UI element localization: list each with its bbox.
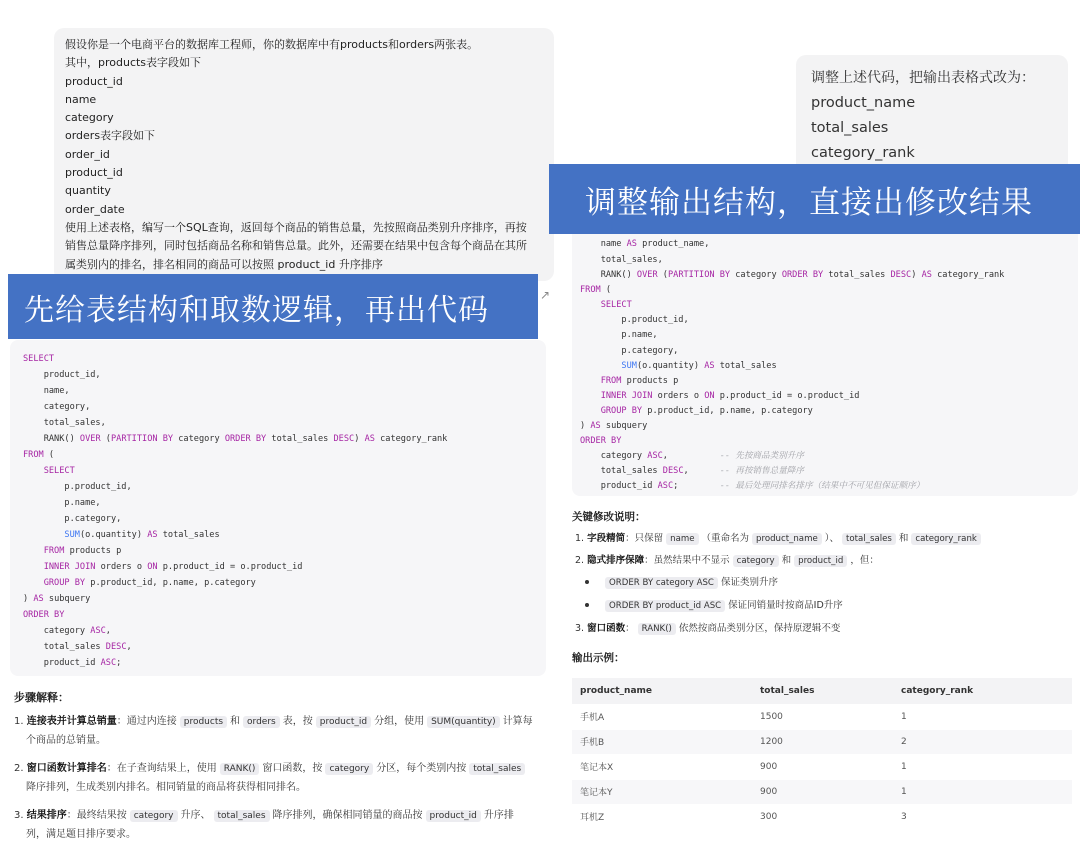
- code-token: total_sales,: [580, 255, 663, 265]
- inline-code: category: [130, 810, 178, 822]
- code-token: ON: [147, 562, 158, 572]
- inline-code: category: [733, 555, 779, 567]
- prompt-line: order_date: [65, 202, 125, 216]
- note-item: [575, 552, 879, 570]
- text-run: ：在子查询结果上，使用: [106, 763, 217, 774]
- code-line: [23, 511, 546, 527]
- code-token: (o.quantity): [79, 530, 148, 540]
- code-token: total_sales: [823, 270, 891, 281]
- code-token: [23, 530, 64, 540]
- code-line: [580, 283, 1078, 298]
- text-run: 窗口函数，按: [262, 763, 323, 774]
- prompt-line: total_sales: [811, 120, 889, 136]
- output-table: [572, 678, 1072, 829]
- step-line: [14, 731, 548, 750]
- text-run: 分区，每个类别内按: [376, 763, 467, 774]
- step-number: 2.: [14, 763, 27, 774]
- code-token: (: [657, 270, 668, 281]
- table-cell: 1200: [752, 729, 893, 754]
- step-line: [14, 825, 548, 844]
- inline-code: product_id: [316, 716, 371, 728]
- code-token: ORDER BY: [781, 270, 824, 281]
- inline-code: RANK(): [220, 763, 260, 775]
- code-line: [23, 463, 546, 479]
- code-token: [23, 546, 44, 556]
- code-token: (: [100, 434, 111, 444]
- code-token: category: [730, 270, 782, 281]
- prompt-line: product_id: [65, 74, 123, 88]
- text-run: 保证类别升序: [720, 577, 778, 588]
- code-line: [23, 399, 546, 415]
- code-token: p.category,: [580, 345, 679, 356]
- code-token: subquery: [600, 421, 648, 432]
- inline-code: total_sales: [842, 533, 896, 545]
- share-icon[interactable]: ↗: [540, 288, 551, 302]
- prompt-line: quantity: [65, 184, 111, 198]
- user-prompt-bubble-left: [54, 28, 554, 281]
- code-token: category_rank: [931, 270, 1005, 281]
- code-line: [580, 298, 1078, 313]
- code-token: INNER JOIN: [600, 390, 653, 401]
- code-token: total_sales: [266, 434, 334, 444]
- code-token: SELECT: [23, 354, 55, 364]
- code-token: [23, 466, 44, 476]
- code-line: [23, 655, 546, 671]
- text-run: 和: [781, 555, 792, 566]
- code-token: -- 最后处理同排名排序（结果中不可见但保证顺序）: [719, 481, 925, 492]
- bullet-dot: [585, 603, 589, 607]
- code-token: ASC: [657, 481, 674, 492]
- prompt-line: product_id: [65, 166, 123, 180]
- code-token: FROM: [600, 375, 622, 386]
- code-line: [23, 575, 546, 591]
- table-row: [572, 704, 1072, 729]
- code-token: p.name,: [23, 498, 101, 508]
- step-line: [14, 759, 548, 778]
- code-token: (o.quantity): [636, 360, 705, 371]
- table-row: [572, 779, 1072, 804]
- code-token: DESC: [662, 466, 684, 477]
- text-run: ：最终结果按: [66, 810, 127, 821]
- prompt-line: 销售总量降序排列，同时包括商品名称和销售总量。此外，还需要在结果中包含每个商品在其所: [65, 239, 527, 253]
- text-run: 1.: [575, 533, 588, 544]
- inline-code: total_sales: [214, 810, 270, 822]
- step-item: [14, 712, 548, 750]
- inline-code: ORDER BY product_id ASC: [605, 600, 725, 612]
- prompt-line: 其中，products表字段如下: [65, 56, 202, 70]
- bold-term: 连接表并计算总销量: [26, 716, 117, 727]
- inline-code: SUM(quantity): [427, 716, 500, 728]
- code-token: -- 再按销售总量降序: [719, 466, 804, 477]
- code-line: [580, 268, 1078, 283]
- code-token: FROM: [43, 546, 65, 556]
- code-token: SUM: [621, 360, 637, 371]
- text-run: 保证同销量时按商品ID升序: [728, 600, 843, 611]
- prompt-line: product_name: [811, 95, 916, 111]
- code-line: [580, 464, 1078, 479]
- code-token: [580, 376, 601, 386]
- table-cell: 3: [893, 804, 1072, 829]
- table-cell: 900: [752, 754, 893, 779]
- code-token: [580, 361, 621, 371]
- inline-code: category_rank: [911, 533, 981, 545]
- text-run: ：只保留: [625, 533, 664, 544]
- code-token: ;: [116, 658, 122, 668]
- code-token: [23, 562, 44, 572]
- code-token: AS: [147, 530, 158, 540]
- code-token: DESC: [333, 434, 355, 444]
- code-line: [23, 351, 546, 367]
- code-token: FROM: [580, 285, 601, 296]
- code-token: AS: [626, 239, 637, 249]
- output-title: 输出示例：: [572, 652, 625, 664]
- code-token: INNER JOIN: [43, 562, 96, 572]
- code-line: [580, 479, 1078, 494]
- code-token: GROUP BY: [43, 578, 86, 588]
- code-token: product_id: [23, 658, 101, 668]
- code-token: products p: [64, 546, 122, 556]
- prompt-line: 调整上述代码，把输出表格式改为：: [811, 70, 1035, 86]
- table-cell: 1: [893, 779, 1072, 804]
- text-run: 3.: [575, 623, 588, 634]
- code-token: SELECT: [600, 300, 632, 311]
- text-run: 降序排列，确保相同销量的商品按: [272, 810, 423, 821]
- code-line: [23, 591, 546, 607]
- code-token: [580, 391, 601, 401]
- code-token: RANK(): [23, 434, 80, 444]
- code-token: name: [580, 239, 627, 249]
- code-line: [23, 495, 546, 511]
- inline-code: name: [666, 533, 698, 545]
- code-token: orders o: [652, 390, 705, 401]
- code-token: ,: [683, 466, 720, 477]
- code-token: -- 先按商品类别升序: [719, 451, 804, 462]
- text-run: 升序排: [483, 810, 514, 821]
- code-token: ): [911, 270, 922, 281]
- code-token: ): [354, 434, 365, 444]
- code-token: orders o: [95, 562, 148, 572]
- table-row: [572, 729, 1072, 754]
- code-token: ,: [126, 642, 132, 652]
- code-token: SUM: [64, 530, 80, 540]
- code-token: total_sales: [23, 642, 106, 652]
- inline-code: product_id: [426, 810, 481, 822]
- code-token: (: [600, 285, 612, 296]
- code-token: total_sales: [157, 530, 220, 540]
- code-token: p.product_id = o.product_id: [157, 562, 303, 572]
- code-token: DESC: [890, 270, 912, 281]
- code-token: [580, 300, 601, 310]
- code-token: p.product_id = o.product_id: [714, 390, 860, 401]
- code-line: [23, 527, 546, 543]
- step-item: [14, 759, 548, 797]
- code-token: category: [173, 434, 225, 444]
- text-run: 表，按: [282, 716, 313, 727]
- text-run: 计算每: [502, 716, 533, 727]
- code-token: p.product_id, p.name, p.category: [85, 578, 256, 588]
- code-token: [23, 578, 44, 588]
- code-token: DESC: [105, 642, 127, 652]
- code-token: PARTITION BY: [110, 434, 174, 444]
- step-line: [14, 778, 548, 797]
- code-line: [23, 431, 546, 447]
- code-token: AS: [590, 421, 601, 432]
- code-token: total_sales: [580, 466, 663, 477]
- inline-code: orders: [243, 716, 280, 728]
- code-line: [23, 367, 546, 383]
- text-run: 个商品的总销量。: [26, 735, 106, 746]
- code-token: name,: [23, 386, 70, 396]
- table-cell: 手机B: [572, 729, 752, 754]
- code-token: subquery: [43, 594, 91, 604]
- code-line: [580, 404, 1078, 419]
- table-row: [572, 754, 1072, 779]
- table-cell: 1500: [752, 704, 893, 729]
- code-token: OVER: [636, 270, 658, 281]
- table-cell: 笔记本Y: [572, 779, 752, 804]
- prompt-line: 属类别内的排名，排名相同的商品可以按照 product_id 升序排序: [65, 257, 383, 271]
- step-line: [14, 712, 548, 731]
- code-token: p.product_id, p.name, p.category: [642, 405, 813, 416]
- code-token: ORDER BY: [23, 610, 65, 620]
- code-line: [580, 344, 1078, 359]
- sql-code-block-right: [572, 222, 1078, 496]
- code-token: category: [580, 451, 648, 462]
- code-token: ON: [704, 390, 715, 401]
- table-row: [572, 804, 1072, 829]
- notes-title: 关键修改说明：: [572, 511, 646, 523]
- sql-code-block-left: [10, 340, 546, 676]
- note-item: [575, 530, 984, 548]
- code-token: p.name,: [580, 330, 658, 341]
- prompt-line: category_rank: [811, 145, 915, 161]
- code-token: ): [580, 421, 591, 432]
- table-cell: 2: [893, 729, 1072, 754]
- note-item: [575, 620, 840, 638]
- table-cell: 300: [752, 804, 893, 829]
- code-line: [23, 383, 546, 399]
- note-item: [575, 597, 843, 615]
- code-token: SELECT: [43, 466, 75, 476]
- code-line: [580, 389, 1078, 404]
- prompt-line: category: [65, 111, 114, 125]
- steps-title: 步骤解释：: [14, 691, 69, 704]
- code-token: p.product_id,: [23, 482, 132, 492]
- code-line: [580, 434, 1078, 449]
- table-cell: 1: [893, 704, 1072, 729]
- code-token: product_name,: [636, 239, 710, 249]
- code-token: p.product_id,: [580, 315, 689, 326]
- inline-code: category: [325, 763, 373, 775]
- prompt-line: 假设你是一个电商平台的数据库工程师，你的数据库中有products和orders两张表。: [65, 38, 479, 51]
- table-cell: 笔记本X: [572, 754, 752, 779]
- code-token: PARTITION BY: [667, 270, 731, 281]
- code-token: ): [23, 594, 34, 604]
- code-line: [23, 479, 546, 495]
- inline-code: RANK(): [638, 623, 676, 635]
- table-cell: 耳机Z: [572, 804, 752, 829]
- prompt-line: orders表字段如下: [65, 129, 156, 143]
- text-run: 依然按商品类别分区，保持原逻辑不变: [678, 623, 841, 634]
- code-line: [23, 543, 546, 559]
- code-token: ORDER BY: [580, 436, 622, 447]
- text-run: ：通过内连接: [116, 716, 177, 727]
- inline-code: product_name: [752, 533, 822, 545]
- code-token: RANK(): [580, 270, 637, 281]
- code-line: [580, 253, 1078, 268]
- code-line: [580, 359, 1078, 374]
- code-token: AS: [704, 360, 715, 371]
- bold-term: 字段精简: [587, 533, 626, 544]
- bold-term: 窗口函数: [587, 623, 626, 634]
- code-token: category,: [23, 402, 91, 412]
- text-run: 和: [230, 716, 241, 727]
- code-token: FROM: [23, 450, 44, 460]
- code-token: ,: [105, 626, 111, 636]
- text-run: ：: [625, 623, 635, 634]
- code-line: [580, 374, 1078, 389]
- table-cell: 900: [752, 779, 893, 804]
- code-token: [580, 406, 601, 416]
- code-token: AS: [364, 434, 375, 444]
- text-run: （重命名为: [701, 533, 750, 544]
- code-token: products p: [621, 375, 679, 386]
- code-token: ORDER BY: [224, 434, 267, 444]
- code-token: ,: [662, 451, 720, 462]
- text-run: 分组，使用: [374, 716, 425, 727]
- inline-code: product_id: [794, 555, 847, 567]
- code-token: ;: [673, 481, 720, 492]
- code-token: product_id,: [23, 370, 101, 380]
- text-run: 降序排列，生成类别内排名。相同销量的商品将获得相同排名。: [26, 782, 306, 793]
- text-run: 列，满足题目排序要求。: [26, 829, 136, 840]
- inline-code: ORDER BY category ASC: [605, 577, 718, 589]
- code-token: ASC: [100, 658, 117, 668]
- code-line: [580, 419, 1078, 434]
- text-run: ，但：: [850, 555, 879, 566]
- code-line: [580, 449, 1078, 464]
- prompt-line: order_id: [65, 147, 110, 161]
- inline-code: total_sales: [469, 763, 525, 775]
- inline-code: products: [180, 716, 227, 728]
- table-cell: 手机A: [572, 704, 752, 729]
- bold-term: 隐式排序保障: [587, 555, 645, 566]
- text-run: ）、: [824, 533, 840, 544]
- code-line: [580, 313, 1078, 328]
- table-cell: 1: [893, 754, 1072, 779]
- step-line: [14, 806, 548, 825]
- code-line: [23, 639, 546, 655]
- text-run: 2.: [575, 555, 588, 566]
- code-token: product_id: [580, 481, 658, 492]
- prompt-line: name: [65, 92, 97, 106]
- code-token: AS: [921, 270, 932, 281]
- annotation-banner-right: 调整输出结构，直接出修改结果: [549, 164, 1080, 234]
- step-number: 3.: [14, 810, 27, 821]
- text-run: 升序、: [180, 810, 211, 821]
- code-line: [23, 607, 546, 623]
- code-token: (: [43, 450, 55, 460]
- table-header-cell: product_name: [572, 678, 752, 704]
- code-token: OVER: [79, 434, 101, 444]
- code-token: total_sales: [714, 360, 777, 371]
- code-line: [580, 328, 1078, 343]
- code-line: [23, 415, 546, 431]
- code-token: ASC: [647, 451, 663, 462]
- code-token: category_rank: [374, 434, 448, 444]
- text-run: ：虽然结果中不显示: [644, 555, 730, 566]
- code-token: p.category,: [23, 514, 122, 524]
- step-number: 1.: [14, 716, 27, 727]
- table-header-cell: total_sales: [752, 678, 893, 704]
- bold-term: 结果排序: [26, 810, 67, 821]
- code-token: AS: [33, 594, 44, 604]
- text-run: 和: [898, 533, 909, 544]
- code-line: [23, 559, 546, 575]
- note-item: [575, 574, 778, 592]
- code-line: [23, 623, 546, 639]
- annotation-banner-left: 先给表结构和取数逻辑，再出代码: [8, 274, 538, 339]
- bold-term: 窗口函数计算排名: [26, 763, 107, 774]
- code-token: total_sales,: [23, 418, 106, 428]
- code-token: ASC: [90, 626, 106, 636]
- code-token: GROUP BY: [600, 405, 643, 416]
- table-header-cell: category_rank: [893, 678, 1072, 704]
- step-item: [14, 806, 548, 844]
- bullet-dot: [585, 580, 589, 584]
- code-token: category: [23, 626, 91, 636]
- code-line: [580, 235, 1078, 253]
- prompt-line: 使用上述表格，编写一个SQL查询，返回每个商品的销售总量，先按照商品类别升序排序，再按: [65, 220, 527, 234]
- code-line: [23, 447, 546, 463]
